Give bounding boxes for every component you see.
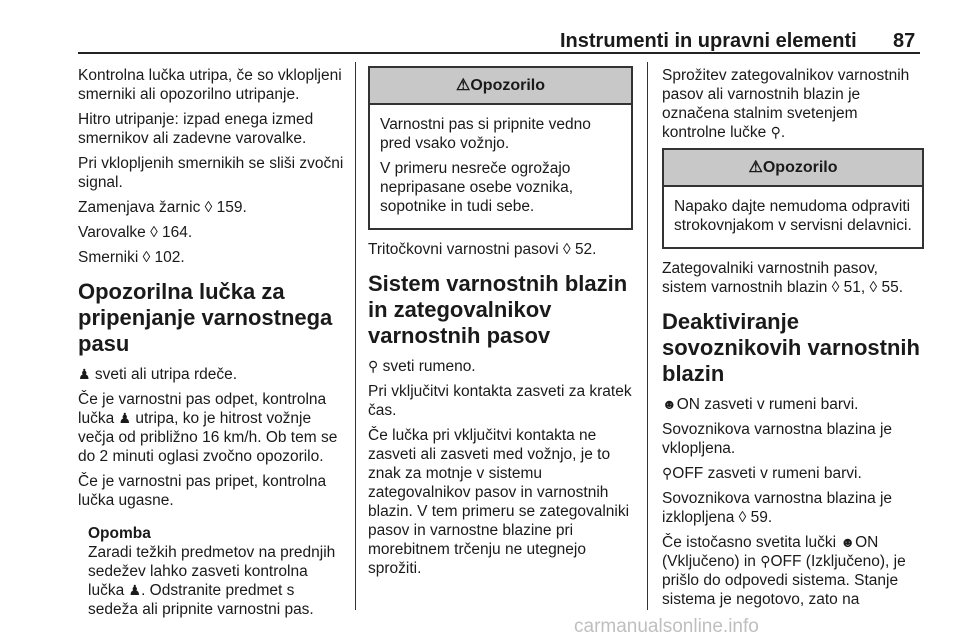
warning-title: Opozorilo	[470, 77, 545, 94]
paragraph-text: Sprožitev zategovalnikov varnostnih pasov ali varnostnih blazin je označena stalnim svetenjem kontrolne lučke	[662, 67, 910, 141]
airbag-on-icon: ☻	[840, 534, 856, 550]
paragraph-text: sveti rumeno.	[382, 358, 476, 375]
paragraph: Če lučka pri vključitvi kontakta ne zasveti ali zasveti med vožnjo, je to znak za motnje v sistemu zategovalnikov pasov in varnostnih blazin. V tem primeru se zategovalniki pasov in varnostne blazine pri morebitnem trčenju ne utegnejo sprožiti.	[368, 427, 630, 577]
warning-header	[370, 68, 631, 105]
column-divider	[647, 62, 648, 610]
paragraph	[662, 464, 924, 483]
warning-box	[662, 148, 924, 249]
paragraph: Sovoznikova varnostna blazina je izklopljena ◊ 59.	[662, 490, 893, 526]
warning-text: Varnostni pas si pripnite vedno pred vsako vožnjo.	[380, 116, 591, 152]
warning-body	[664, 187, 922, 247]
warning-text: V primeru nesreče ogrožajo nepripasane osebe voznika, sopotnike in tudi sebe.	[380, 160, 574, 215]
paragraph: Varovalke ◊ 164.	[78, 224, 193, 241]
section-heading: Opozorilna lučka za pripenjanje varnostnega pasu	[78, 279, 333, 356]
warning-title: Opozorilo	[762, 159, 838, 176]
warning-box	[368, 66, 633, 230]
paragraph	[662, 66, 924, 142]
seatbelt-icon: ♟	[118, 410, 132, 426]
paragraph-text: .	[780, 124, 786, 141]
airbag-icon: ⚲	[368, 358, 379, 374]
warning-text: Napako dajte nemudoma odpraviti strokovnjakom v servisni delavnici.	[674, 198, 912, 234]
warning-icon: ⚠	[456, 77, 471, 94]
section-heading: Sistem varnostnih blazin in zategovalnikov varnostnih pasov	[368, 271, 628, 348]
paragraph-text: ON (Vključeno) in	[662, 534, 879, 570]
note-box	[88, 524, 346, 619]
page-number: 87	[893, 30, 916, 52]
note-text	[88, 543, 346, 619]
paragraph-text: OFF zasveti v rumeni barvi.	[672, 465, 862, 482]
note-text-part: . Odstranite predmet s sedeža ali pripnite varnostni pas.	[88, 582, 314, 618]
column-2	[368, 66, 633, 584]
column-divider	[355, 62, 356, 610]
paragraph: Sovoznikova varnostna blazina je vklopljena.	[662, 421, 893, 457]
paragraph	[78, 390, 346, 466]
paragraph	[78, 365, 346, 384]
paragraph-text: utripa, ko je hitrost vožnje večja od približno 16 km/h. Ob tem se do 2 minuti oglasi zvočno opozorilo.	[78, 410, 338, 465]
paragraph-text: Če je varnostni pas odpet, kontrolna lučka	[78, 391, 327, 427]
airbag-off-icon: ⚲	[760, 553, 771, 569]
paragraph	[662, 533, 924, 609]
warning-body	[370, 105, 631, 228]
warning-icon: ⚠	[748, 159, 763, 176]
note-title: Opomba	[88, 525, 151, 542]
header-rule	[78, 52, 920, 54]
section-heading: Deaktiviranje sovoznikovih varnostnih blazin	[662, 309, 920, 386]
warning-header	[664, 150, 922, 187]
paragraph: Pri vklopljenih smernikih se sliši zvočni signal.	[78, 155, 344, 191]
paragraph: Zategovalniki varnostnih pasov, sistem varnostnih blazin ◊ 51, ◊ 55.	[662, 260, 904, 296]
paragraph: Pri vključitvi kontakta zasveti za kratek čas.	[368, 383, 632, 419]
page-header	[0, 0, 960, 52]
paragraph: Hitro utripanje: izpad enega izmed smernikov ali zadevne varovalke.	[78, 111, 314, 147]
seatbelt-icon: ♟	[78, 366, 91, 382]
paragraph: Zamenjava žarnic ◊ 159.	[78, 199, 247, 216]
page-header-title: Instrumenti in upravni elementi	[560, 30, 857, 52]
column-1	[78, 66, 346, 619]
paragraph: Če je varnostni pas pripet, kontrolna lučka ugasne.	[78, 473, 327, 509]
paragraph: Smerniki ◊ 102.	[78, 249, 185, 266]
paragraph: Tritočkovni varnostni pasovi ◊ 52.	[368, 241, 597, 258]
paragraph-text: sveti ali utripa rdeče.	[94, 366, 238, 383]
paragraph-text: ON zasveti v rumeni barvi.	[676, 396, 859, 413]
paragraph	[662, 395, 924, 414]
airbag-off-icon: ⚲	[662, 465, 673, 481]
watermark: carmanualsonline.info	[574, 616, 759, 637]
note-text-part: Zaradi težkih predmetov na prednjih sedežev lahko zasveti kontrolna lučka	[88, 544, 336, 599]
column-3	[662, 66, 924, 615]
seatbelt-icon: ♟	[128, 582, 142, 598]
paragraph-text: OFF (Izključeno), je prišlo do odpovedi sistema. Stanje sistema je negotovo, zato na	[662, 553, 906, 608]
paragraph	[368, 357, 633, 376]
paragraph-text: Če istočasno svetita lučki	[662, 534, 841, 551]
airbag-on-icon: ☻	[662, 396, 677, 412]
paragraph: Kontrolna lučka utripa, če so vklopljeni smerniki ali opozorilno utripanje.	[78, 67, 342, 103]
airbag-icon: ⚲	[770, 124, 781, 140]
